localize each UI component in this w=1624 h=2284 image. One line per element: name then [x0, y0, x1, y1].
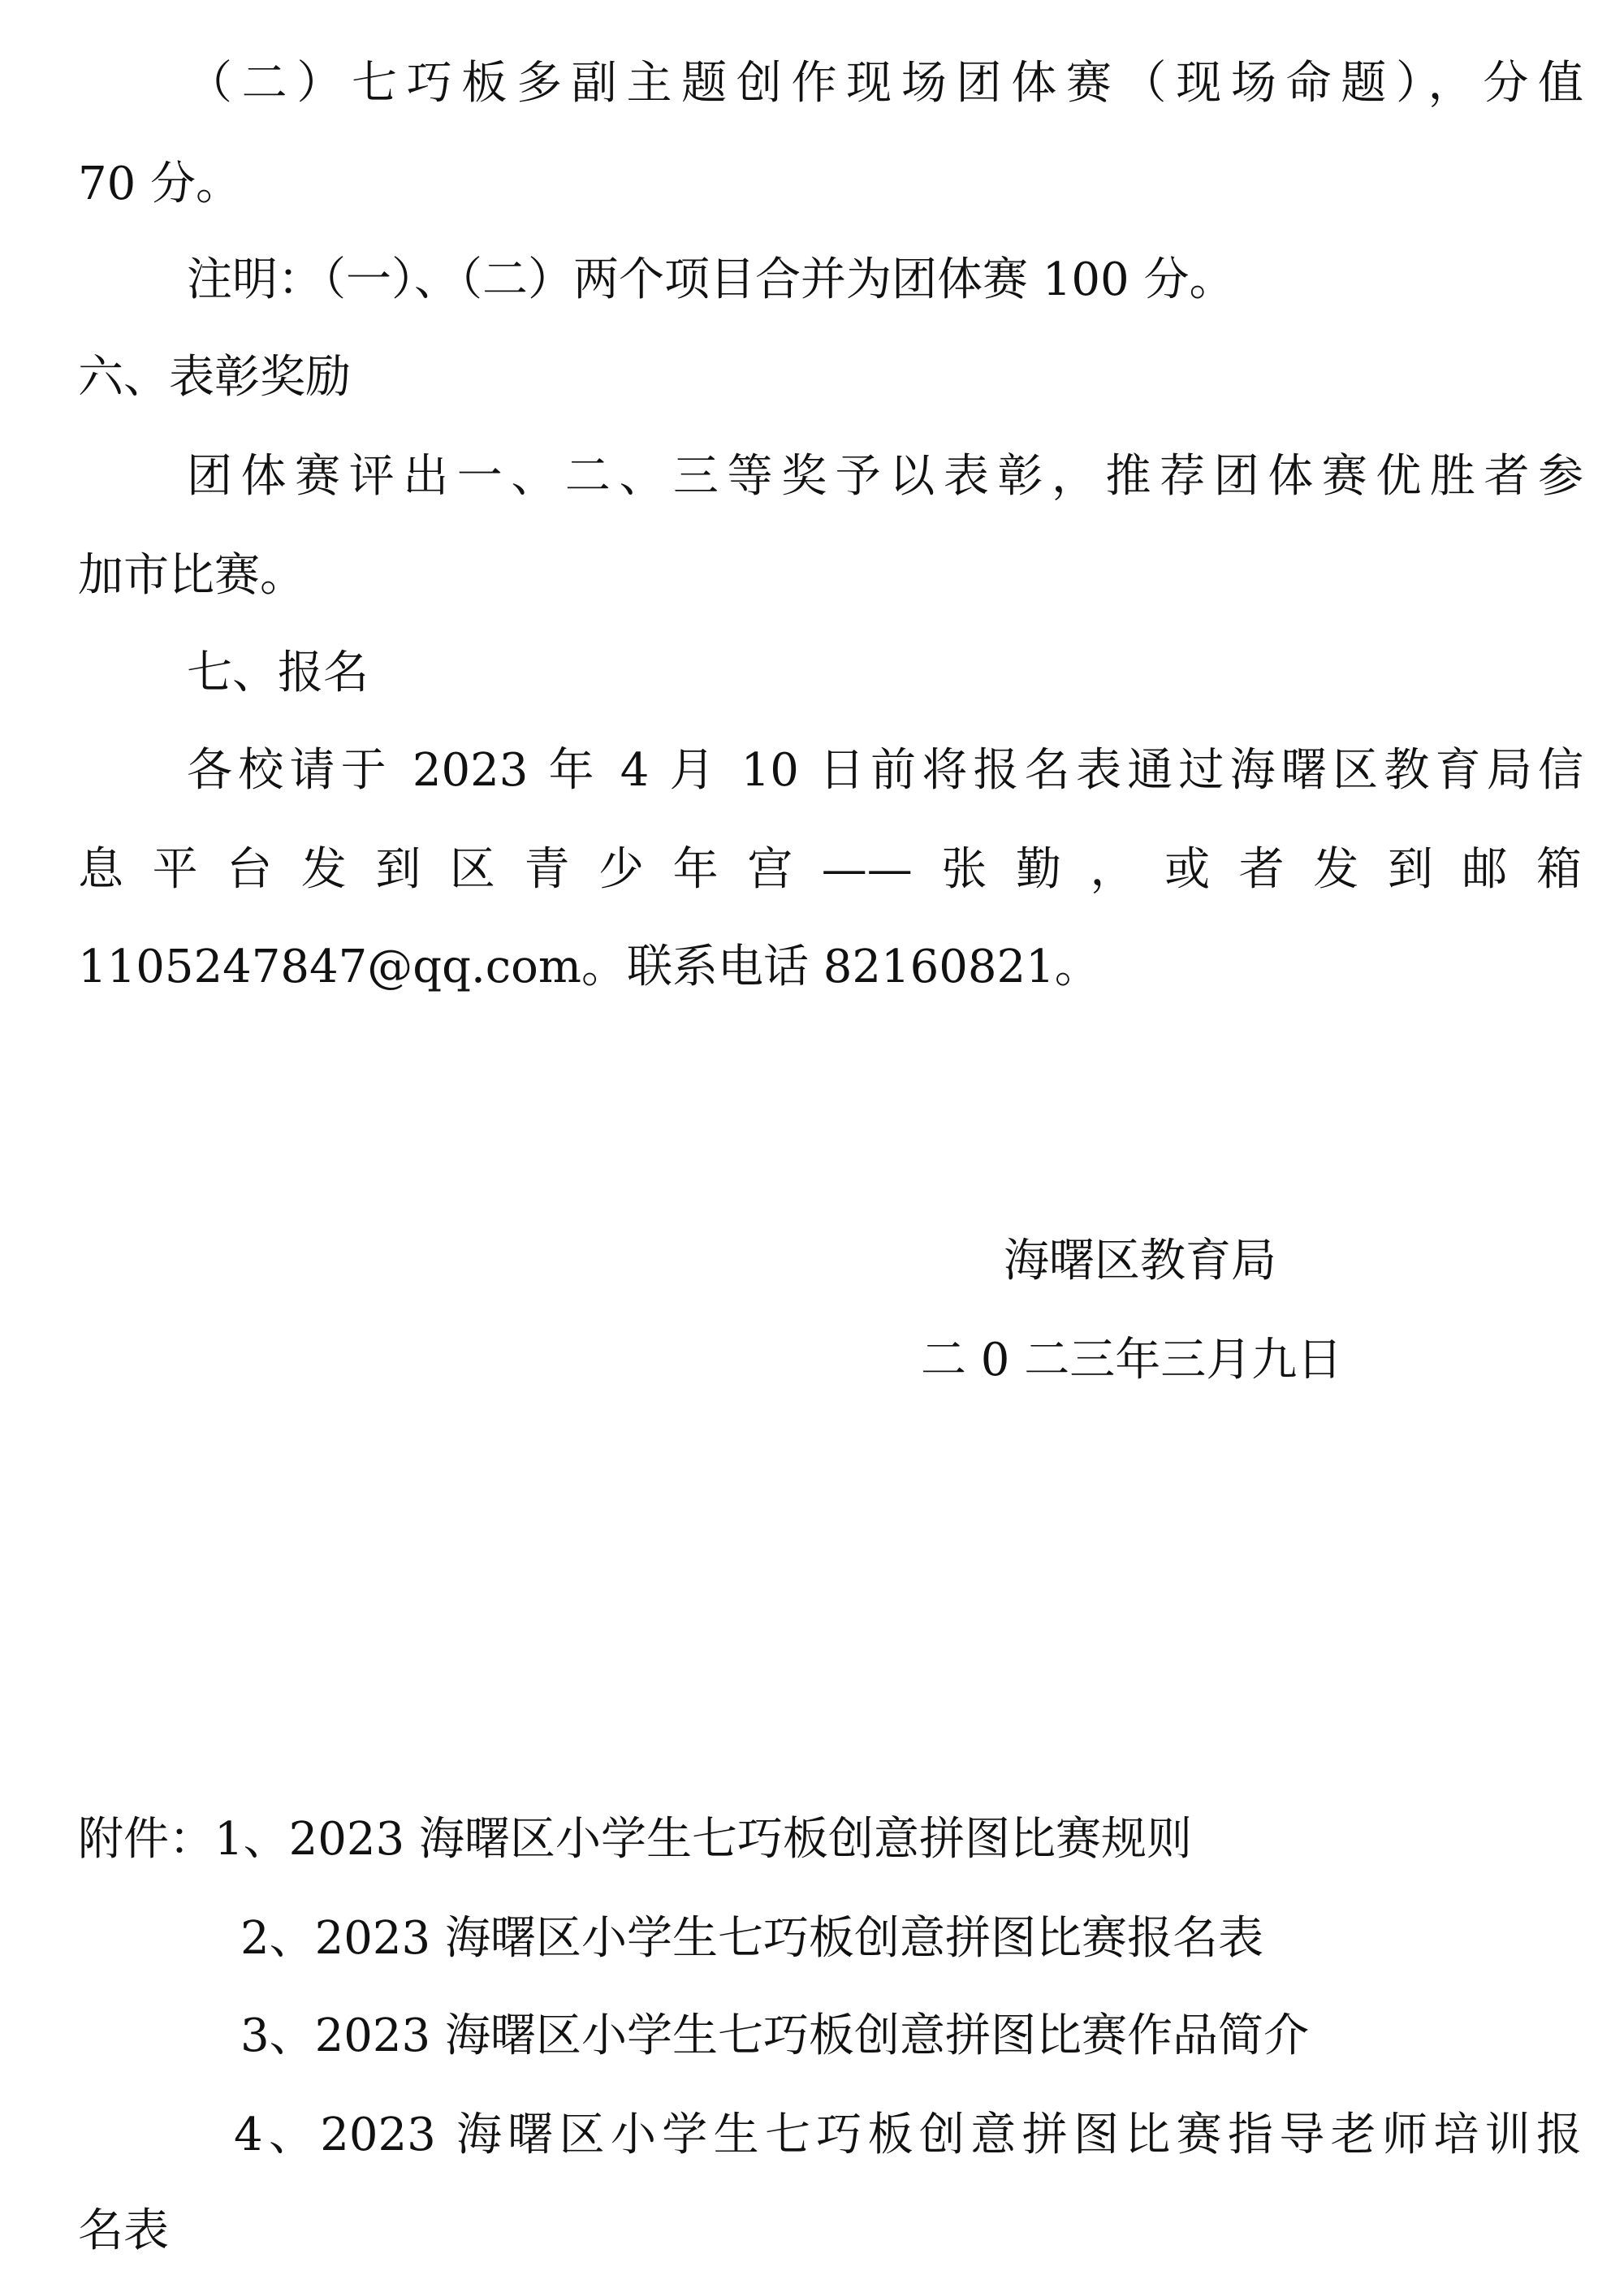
section-seven-text-line-1: 各校请于 2023 年 4 月 10 日前将报名表通过海曙区教育局信 — [187, 744, 1583, 797]
signature-date: 二 0 二三年三月九日 — [921, 1334, 1343, 1386]
note-line: 注明：（一）、（二）两个项目合并为团体赛 100 分。 — [187, 253, 1235, 306]
section-seven-text-line-3: 1105247847@qq.com。联系电话 82160821。 — [78, 941, 1100, 993]
attachment-4-line-2: 名表 — [78, 2204, 169, 2257]
section-seven-text-line-2: 息平台发到区青少年宫——张勤，或者发到邮箱 — [78, 843, 1582, 896]
item-2-line-1: （二）七巧板多副主题创作现场团体赛（现场命题），分值 — [187, 57, 1583, 110]
section-seven-heading: 七、报名 — [187, 647, 369, 699]
signature-org: 海曙区教育局 — [1004, 1235, 1276, 1287]
attachment-2: 2、2023 海曙区小学生七巧板创意拼图比赛报名表 — [240, 1912, 1263, 1965]
section-six-heading: 六、表彰奖励 — [78, 351, 351, 404]
section-six-text-line-1: 团体赛评出一、二、三等奖予以表彰，推荐团体赛优胜者参 — [187, 450, 1583, 503]
item-2-line-2: 70 分。 — [78, 158, 242, 210]
attachment-1: 附件：1、2023 海曙区小学生七巧板创意拼图比赛规则 — [78, 1813, 1192, 1866]
attachment-4-line-1: 4、2023 海曙区小学生七巧板创意拼图比赛指导老师培训报 — [234, 2109, 1582, 2161]
attachment-3: 3、2023 海曙区小学生七巧板创意拼图比赛作品简介 — [240, 2009, 1309, 2062]
section-six-text-line-2: 加市比赛。 — [78, 549, 305, 602]
